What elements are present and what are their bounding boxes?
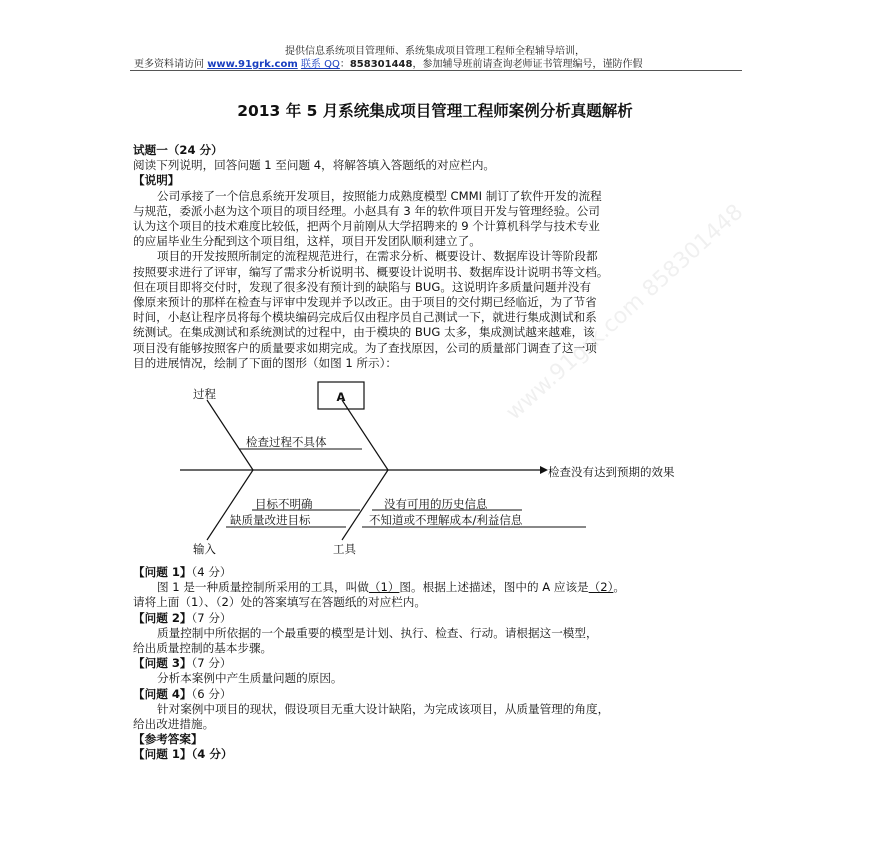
bone-a bbox=[342, 400, 388, 470]
q4-points: （6 分） bbox=[191, 686, 232, 701]
para1-line: 与规范，委派小赵为这个项目的项目经理。小赵具有 3 年的软件项目开发与管理经验。公司 bbox=[133, 203, 600, 218]
label-a: A bbox=[336, 390, 346, 404]
header-prefix: 更多资料请访问 bbox=[134, 59, 208, 70]
para1-line: 公司承接了一个信息系统开发项目，按照能力成熟度模型 CMMI 制订了软件开发的流程 bbox=[157, 188, 602, 203]
label-goal: 目标不明确 bbox=[255, 497, 313, 511]
para2-line: 项目没有能够按照客户的质量要求如期完成。为了查找原因，公司的质量部门调查了这一项 bbox=[133, 340, 597, 355]
para2-line: 按照要求进行了评审，编写了需求分析说明书、概要设计说明书、数据库设计说明书等文档。 bbox=[133, 264, 609, 279]
questions-section bbox=[133, 565, 625, 763]
q1-line-1: 图 1 是一种质量控制所采用的工具，叫做（1）图。根据上述描述，图中的 A 应该是（2）。 bbox=[157, 580, 626, 595]
q3-line-1: 分析本案例中产生质量问题的原因。 bbox=[157, 671, 343, 686]
question-heading: 试题一（24 分） bbox=[133, 143, 223, 157]
q3-label: 【问题 3】 bbox=[133, 656, 192, 671]
para2-line: 时间，小赵让程序员将每个模块编码完成后仅由程序员自己测试一下，就进行集成测试和系 bbox=[133, 310, 597, 325]
label-history: 没有可用的历史信息 bbox=[384, 497, 488, 511]
q1-blank-1: （1） bbox=[368, 580, 400, 595]
para2-line: 但在项目即将交付时，发现了很多没有预计到的缺陷与 BUG。这说明许多质量问题并没有 bbox=[133, 279, 592, 294]
watermark: www.91grk.com 858301448 bbox=[501, 199, 749, 426]
qq-colon: ： bbox=[339, 59, 350, 70]
description-label: 【说明】 bbox=[133, 173, 180, 188]
para2-line: 像原来预计的那样在检查与评审中发现并予以改正。由于项目的交付期已经临近，为了节省 bbox=[133, 295, 597, 310]
label-input: 输入 bbox=[193, 542, 216, 556]
site-link[interactable]: www.91grk.com bbox=[207, 59, 298, 70]
qq-label[interactable]: 联系 QQ bbox=[300, 59, 340, 70]
para2-line: 项目的开发按照所制定的流程规范进行，在需求分析、概要设计、数据库设计等阶段都 bbox=[157, 249, 598, 264]
answer-label: 【参考答案】 bbox=[133, 732, 203, 747]
header-suffix: ，参加辅导班前请查询老师证书管理编号，谨防作假 bbox=[412, 59, 643, 70]
q2-label: 【问题 2】 bbox=[133, 610, 192, 625]
qq-number: 858301448 bbox=[349, 59, 413, 70]
label-tool: 工具 bbox=[333, 542, 356, 556]
para1-line: 的应届毕业生分配到这个项目组，这样，项目开发团队顺利建立了。 bbox=[133, 234, 481, 249]
q3-points: （7 分） bbox=[191, 656, 232, 671]
para1-line: 认为这个项目的技术难度比较低，把两个月前刚从大学招聘来的 9 个计算机科学与技术专业 bbox=[133, 219, 600, 234]
q1-line-2: 请将上面（1）、（2）处的答案填写在答题纸的对应栏内。 bbox=[133, 595, 426, 610]
q2-line-1: 质量控制中所依据的一个最重要的模型是计划、执行、检查、行动。请根据这一模型， bbox=[157, 625, 598, 640]
answer-q1-points: （4 分） bbox=[191, 747, 233, 762]
q1-blank-2: （2） bbox=[588, 580, 614, 595]
para2-line: 统测试。在集成测试和系统测试的过程中，由于模块的 BUG 太多，集成测试越来越难，该 bbox=[133, 325, 595, 340]
q4-line-1: 针对案例中项目的现状，假设项目无重大设计缺陷，为完成该项目，从质量管理的角度， bbox=[157, 701, 610, 716]
page-title: 2013 年 5 月系统集成项目管理工程师案例分析真题解析 bbox=[237, 102, 633, 120]
q4-label: 【问题 4】 bbox=[133, 686, 192, 701]
q1-label: 【问题 1】 bbox=[133, 565, 192, 579]
para2-line: 目的进展情况，绘制了下面的图形（如图 1 所示）： bbox=[133, 355, 398, 370]
instruction-text: 阅读下列说明，回答问题 1 至问题 4，将解答填入答题纸的对应栏内。 bbox=[133, 158, 496, 173]
q1-points: （4 分） bbox=[191, 565, 232, 579]
label-process: 过程 bbox=[193, 387, 216, 401]
answer-q1-label: 【问题 1】 bbox=[133, 747, 192, 762]
q2-line-2: 给出质量控制的基本步骤。 bbox=[133, 641, 273, 656]
header-line-1: 提供信息系统项目管理师、系统集成项目管理工程师全程辅导培训， bbox=[285, 46, 585, 57]
label-effect: 检查没有达到预期的效果 bbox=[548, 465, 675, 479]
q4-line-2: 给出改进措施。 bbox=[133, 717, 215, 732]
spine-arrowhead bbox=[540, 466, 548, 474]
bone-tool bbox=[342, 470, 388, 540]
q2-points: （7 分） bbox=[191, 610, 232, 625]
bone-input bbox=[207, 470, 253, 540]
label-lack: 缺质量改进目标 bbox=[230, 513, 311, 527]
label-cost: 不知道或不理解成本/利益信息 bbox=[369, 513, 523, 527]
label-check: 检查过程不具体 bbox=[246, 435, 327, 449]
